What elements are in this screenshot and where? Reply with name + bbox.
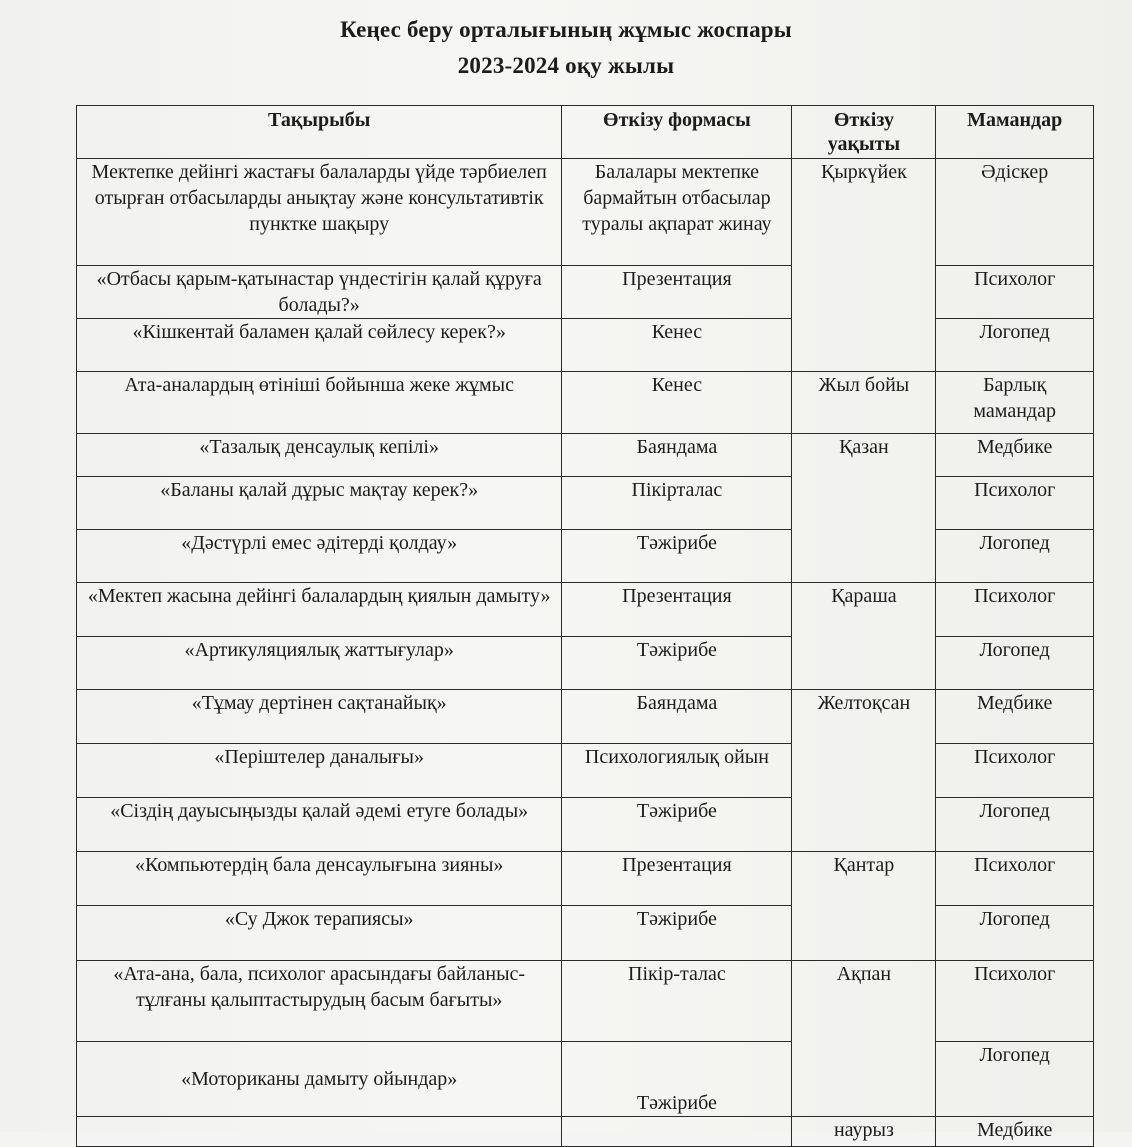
specialist-cell: Логопед bbox=[936, 319, 1094, 372]
time-cell: Қантар bbox=[792, 852, 936, 961]
topic-cell: «Мектеп жасына дейінгі балалардың қиялын дамыту» bbox=[77, 583, 562, 637]
form-cell: Презентация bbox=[562, 583, 792, 637]
document-title: Кеңес беру орталығының жұмыс жоспары bbox=[340, 17, 792, 42]
topic-cell: «Артикуляциялық жаттығулар» bbox=[77, 637, 562, 690]
form-cell: Пікірталас bbox=[562, 477, 792, 530]
topic-cell: «Ата-ана, бала, психолог арасындағы байланыс-тұлғаны қалыптастырудың басым бағыты» bbox=[77, 961, 562, 1042]
topic-cell: «Тұмау дертінен сақтанайық» bbox=[77, 690, 562, 744]
specialist-cell: Психолог bbox=[936, 477, 1094, 530]
specialist-cell: Логопед bbox=[936, 1042, 1094, 1117]
form-cell: Тәжірибе bbox=[562, 637, 792, 690]
form-cell: Тәжірибе bbox=[562, 798, 792, 852]
time-cell: Жыл бойы bbox=[792, 372, 936, 434]
table-row bbox=[77, 319, 1094, 372]
form-cell: Кенес bbox=[562, 319, 792, 372]
table-row bbox=[77, 434, 1094, 477]
table-row bbox=[77, 372, 1094, 434]
form-cell: Тәжірибе bbox=[562, 1042, 792, 1117]
table-row bbox=[77, 477, 1094, 530]
table-row bbox=[77, 690, 1094, 744]
form-cell: Презентация bbox=[562, 852, 792, 906]
specialist-cell: Медбике bbox=[936, 1117, 1094, 1147]
topic-cell: «Су Джок терапиясы» bbox=[77, 906, 562, 961]
specialist-cell: Психолог bbox=[936, 266, 1094, 319]
time-cell: Қараша bbox=[792, 583, 936, 690]
time-cell: Қазан bbox=[792, 434, 936, 583]
specialist-cell: Әдіскер bbox=[936, 159, 1094, 266]
topic-cell: «Тазалық денсаулық кепілі» bbox=[77, 434, 562, 477]
time-cell: Қыркүйек bbox=[792, 159, 936, 372]
form-cell: Тәжірибе bbox=[562, 530, 792, 583]
table-row bbox=[77, 637, 1094, 690]
time-cell: Желтоқсан bbox=[792, 690, 936, 852]
form-cell: Кенес bbox=[562, 372, 792, 434]
specialist-cell: Логопед bbox=[936, 798, 1094, 852]
form-cell: Балалары мектепке бармайтын отбасылар туралы ақпарат жинау bbox=[562, 159, 792, 266]
topic-cell: Мектепке дейінгі жастағы балаларды үйде тәрбиелеп отырған отбасыларды анықтау және консультативтік пунктке шақыру bbox=[77, 159, 562, 266]
table-header-row bbox=[77, 106, 1094, 159]
specialist-cell: Логопед bbox=[936, 637, 1094, 690]
header-topic: Тақырыбы bbox=[77, 106, 562, 159]
work-plan-table bbox=[76, 105, 1094, 1147]
specialist-cell: Медбике bbox=[936, 690, 1094, 744]
form-cell: Тәжірибе bbox=[562, 906, 792, 961]
topic-cell: «Отбасы қарым-қатынастар үндестігін қалай құруға болады?» bbox=[77, 266, 562, 319]
time-cell: Ақпан bbox=[792, 961, 936, 1117]
topic-cell: «Кішкентай баламен қалай сөйлесу керек?» bbox=[77, 319, 562, 372]
form-cell: Психологиялық ойын bbox=[562, 744, 792, 798]
table-row bbox=[77, 583, 1094, 637]
specialist-cell: Психолог bbox=[936, 852, 1094, 906]
table-row bbox=[77, 852, 1094, 906]
specialist-cell: Барлық мамандар bbox=[936, 372, 1094, 434]
table-row bbox=[77, 744, 1094, 798]
topic-cell: «Баланы қалай дұрыс мақтау керек?» bbox=[77, 477, 562, 530]
table-row bbox=[77, 530, 1094, 583]
topic-cell: «Сіздің дауысыңызды қалай әдемі етуге болады» bbox=[77, 798, 562, 852]
table-row bbox=[77, 906, 1094, 961]
header-specialists: Мамандар bbox=[936, 106, 1094, 159]
specialist-cell: Психолог bbox=[936, 744, 1094, 798]
topic-cell: «Періштелер даналығы» bbox=[77, 744, 562, 798]
topic-cell: «Компьютердің бала денсаулығына зияны» bbox=[77, 852, 562, 906]
document-subtitle: 2023-2024 оқу жылы bbox=[457, 53, 675, 78]
form-cell: Презентация bbox=[562, 266, 792, 319]
table-row bbox=[77, 798, 1094, 852]
header-form: Өткізу формасы bbox=[562, 106, 792, 159]
specialist-cell: Логопед bbox=[936, 530, 1094, 583]
form-cell: Пікір-талас bbox=[562, 961, 792, 1042]
topic-cell: «Моториканы дамыту ойындар» bbox=[77, 1042, 562, 1117]
table-row bbox=[77, 159, 1094, 266]
table-row bbox=[77, 266, 1094, 319]
specialist-cell: Психолог bbox=[936, 583, 1094, 637]
table-row bbox=[77, 961, 1094, 1042]
specialist-cell: Медбике bbox=[936, 434, 1094, 477]
form-cell: Баяндама bbox=[562, 434, 792, 477]
specialist-cell: Логопед bbox=[936, 906, 1094, 961]
form-cell: Баяндама bbox=[562, 690, 792, 744]
topic-cell: «Дәстүрлі емес әдітерді қолдау» bbox=[77, 530, 562, 583]
specialist-cell: Психолог bbox=[936, 961, 1094, 1042]
table-row bbox=[77, 1042, 1094, 1117]
header-time: Өткізу уақыты bbox=[792, 106, 936, 159]
topic-cell: Ата-аналардың өтініші бойынша жеке жұмыс bbox=[77, 372, 562, 434]
time-cell: наурыз bbox=[792, 1117, 936, 1147]
